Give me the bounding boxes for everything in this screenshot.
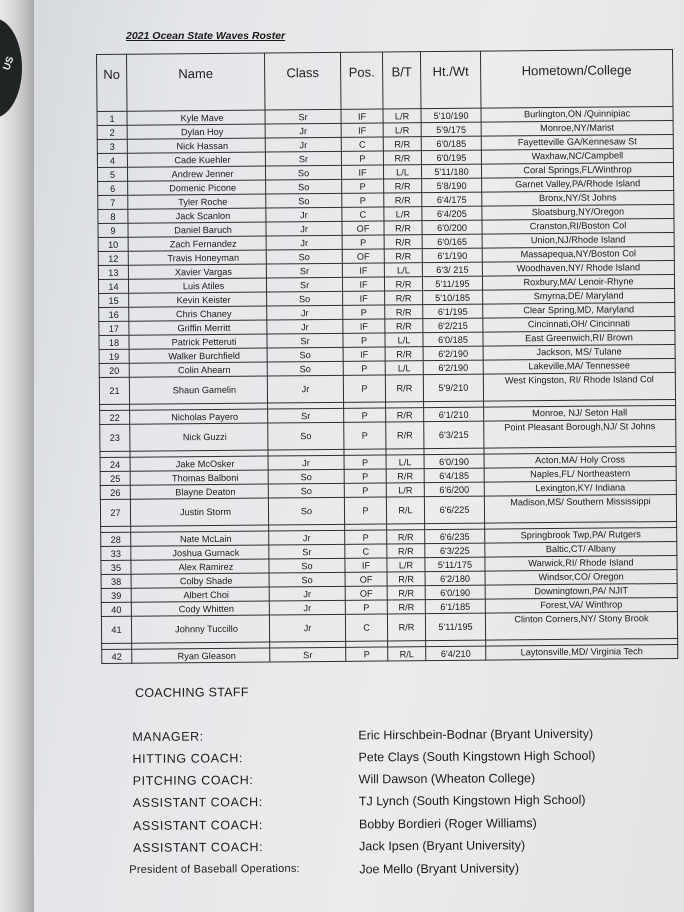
- player-class: So: [266, 193, 342, 208]
- player-htwt: 5'11/195: [422, 276, 482, 291]
- staff-person: Will Dawson (Wheaton College): [358, 771, 536, 787]
- player-pos: P: [342, 179, 384, 193]
- player-bt: R/R: [384, 277, 422, 291]
- player-hometown: Acton,MA/ Holy Cross: [484, 452, 676, 468]
- player-pos: P: [344, 483, 386, 497]
- player-name: Luis Atiles: [128, 278, 266, 293]
- coaching-staff: [128, 682, 684, 877]
- player-no: 9: [98, 223, 128, 237]
- player-pos: IF: [342, 263, 384, 277]
- player-hometown: Massapequa,NY/Boston Col: [482, 246, 674, 262]
- player-bt: R/R: [386, 408, 424, 422]
- player-bt: L/L: [384, 263, 422, 277]
- col-header-name: Name: [127, 53, 265, 111]
- player-pos: IF: [343, 291, 385, 305]
- player-htwt: 6'4/185: [424, 468, 484, 483]
- player-bt: R/R: [386, 469, 424, 483]
- staff-person: Bobby Bordieri (Roger Williams): [358, 816, 537, 832]
- player-pos: C: [341, 137, 383, 151]
- player-class: Jr: [266, 221, 342, 236]
- player-hometown: East Greenwich,RI/ Brown: [483, 330, 675, 346]
- player-pos: P: [344, 408, 386, 422]
- player-name: Nate McLain: [131, 531, 269, 546]
- col-header-bt: B/T: [382, 52, 420, 109]
- player-htwt: 6'6/235: [425, 529, 485, 544]
- player-name: Kevin Keister: [129, 292, 267, 307]
- player-bt: R/R: [387, 572, 425, 586]
- player-htwt: 6'3/ 215: [422, 262, 482, 277]
- player-htwt: 5'11/195: [425, 613, 485, 641]
- player-no: 7: [98, 195, 128, 209]
- player-name: Kyle Mave: [127, 110, 265, 125]
- player-pos: P: [344, 497, 386, 524]
- roster-body: [97, 106, 678, 663]
- player-class: So: [266, 249, 342, 264]
- player-bt: L/L: [386, 455, 424, 469]
- player-no: 1: [97, 111, 127, 125]
- player-name: Chris Chaney: [129, 306, 267, 321]
- player-name: Daniel Baruch: [128, 222, 266, 237]
- player-name: Cade Kuehler: [127, 152, 265, 167]
- player-pos: OF: [342, 249, 384, 263]
- player-class: Jr: [267, 375, 343, 403]
- player-class: Jr: [269, 614, 345, 642]
- player-bt: R/R: [384, 179, 422, 193]
- player-bt: R/R: [385, 375, 423, 402]
- player-class: Jr: [267, 319, 343, 334]
- player-name: Colby Shade: [131, 573, 269, 588]
- player-class: Jr: [266, 207, 342, 222]
- player-class: Sr: [266, 277, 342, 292]
- player-no: 3: [97, 139, 127, 153]
- player-no: 4: [97, 153, 127, 167]
- player-pos: P: [345, 530, 387, 544]
- player-htwt: 6'0/190: [424, 454, 484, 469]
- player-name: Nick Guzzi: [130, 423, 268, 451]
- spine-logo-text: US: [1, 55, 17, 72]
- player-bt: L/L: [385, 333, 423, 347]
- player-class: Jr: [269, 600, 345, 615]
- player-htwt: 6'2/190: [423, 346, 483, 361]
- player-class: Sr: [265, 109, 341, 124]
- player-htwt: 6'0/190: [425, 585, 485, 600]
- player-pos: OF: [345, 586, 387, 600]
- player-bt: R/L: [386, 497, 424, 524]
- player-bt: R/R: [384, 235, 422, 249]
- player-htwt: 6'4/175: [422, 192, 482, 207]
- player-hometown: Coral Springs,FL/Winthrop: [481, 162, 673, 178]
- player-htwt: 6'4/210: [426, 646, 486, 661]
- player-hometown: Laytonsville,MD/ Virginia Tech: [486, 644, 678, 660]
- player-class: So: [268, 469, 344, 484]
- player-name: Albert Choi: [131, 587, 269, 602]
- player-class: Jr: [267, 305, 343, 320]
- player-htwt: 5'10/190: [421, 108, 481, 123]
- player-hometown: Union,NJ/Rhode Island: [482, 232, 674, 248]
- player-pos: IF: [345, 558, 387, 572]
- player-hometown: Point Pleasant Borough,NJ/ St Johns: [484, 419, 676, 448]
- player-class: So: [267, 361, 343, 376]
- player-pos: C: [345, 544, 387, 558]
- player-bt: R/R: [387, 544, 425, 558]
- player-name: Ryan Gleason: [132, 648, 270, 663]
- player-no: 5: [97, 167, 127, 181]
- player-htwt: 6'1/210: [424, 407, 484, 422]
- player-class: So: [268, 483, 344, 498]
- player-bt: L/R: [383, 109, 421, 123]
- player-htwt: 6'1/185: [425, 599, 485, 614]
- player-no: 38: [101, 574, 131, 588]
- player-no: 26: [100, 485, 130, 499]
- player-class: Jr: [265, 137, 341, 152]
- player-name: Jack Scanlon: [128, 208, 266, 223]
- player-pos: C: [342, 207, 384, 221]
- player-no: 18: [99, 335, 129, 349]
- player-name: Colin Ahearn: [129, 362, 267, 377]
- player-bt: R/L: [388, 647, 426, 661]
- player-name: Patrick Petteruti: [129, 334, 267, 349]
- roster-page: [34, 0, 684, 912]
- player-bt: R/R: [383, 151, 421, 165]
- player-pos: P: [341, 151, 383, 165]
- player-pos: P: [343, 333, 385, 347]
- player-bt: R/R: [384, 221, 422, 235]
- player-name: Cody Whitten: [131, 601, 269, 616]
- coaching-staff-title: COACHING STAFF: [134, 685, 249, 700]
- player-htwt: 6'3/225: [425, 543, 485, 558]
- player-no: 22: [100, 410, 130, 424]
- staff-row: [129, 837, 684, 857]
- player-htwt: 6'2/190: [423, 360, 483, 375]
- player-name: Domenic Picone: [128, 180, 266, 195]
- player-hometown: Madison,MS/ Southern Mississippi: [484, 494, 676, 523]
- player-name: Xavier Vargas: [128, 264, 266, 279]
- player-class: Jr: [269, 530, 345, 545]
- col-header-hometown: Hometown/College: [480, 49, 672, 108]
- player-hometown: Forest,VA/ Winthrop: [485, 597, 677, 613]
- player-no: 24: [100, 457, 130, 471]
- player-hometown: Waxhaw,NC/Campbell: [481, 148, 673, 164]
- staff-row: [129, 792, 684, 812]
- player-hometown: Jackson, MS/ Tulane: [483, 344, 675, 360]
- player-bt: L/R: [384, 207, 422, 221]
- staff-person: Pete Clays (South Kingstown High School): [358, 748, 596, 765]
- player-hometown: Lexington,KY/ Indiana: [484, 480, 676, 496]
- player-class: So: [266, 179, 342, 194]
- player-hometown: Monroe, NJ/ Seton Hall: [484, 405, 676, 421]
- roster-table: [96, 49, 678, 664]
- player-no: 14: [98, 279, 128, 293]
- player-htwt: 6'6/200: [424, 482, 484, 497]
- player-no: 2: [97, 125, 127, 139]
- player-name: Alex Ramirez: [131, 559, 269, 574]
- player-htwt: 6'0/165: [422, 234, 482, 249]
- player-bt: L/R: [383, 123, 421, 137]
- player-name: Andrew Jenner: [127, 166, 265, 181]
- player-hometown: Clinton Corners,NY/ Stony Brook: [485, 611, 677, 640]
- staff-role: HITTING COACH:: [132, 751, 244, 766]
- player-bt: R/R: [384, 193, 422, 207]
- player-bt: R/R: [386, 422, 424, 449]
- staff-role: PITCHING COACH:: [132, 773, 254, 788]
- player-name: Nick Hassan: [127, 138, 265, 153]
- player-no: 40: [101, 602, 131, 616]
- player-name: Walker Burchfield: [129, 348, 267, 363]
- player-bt: R/R: [385, 347, 423, 361]
- player-hometown: Cranston,RI/Boston Col: [482, 218, 674, 234]
- player-pos: OF: [342, 221, 384, 235]
- player-pos: P: [345, 600, 387, 614]
- col-header-pos: Pos.: [340, 52, 382, 109]
- player-pos: P: [343, 305, 385, 319]
- player-htwt: 6'6/225: [424, 496, 484, 524]
- player-name: Thomas Balboni: [130, 470, 268, 485]
- player-class: Sr: [270, 647, 346, 662]
- player-name: Dylan Hoy: [127, 124, 265, 139]
- player-bt: R/R: [383, 137, 421, 151]
- player-hometown: Garnet Valley,PA/Rhode Island: [482, 176, 674, 192]
- player-hometown: Warwick,RI/ Rhode Island: [485, 555, 677, 571]
- player-bt: R/R: [387, 614, 425, 641]
- staff-role: President of Baseball Operations:: [129, 862, 300, 876]
- player-hometown: Windsor,CO/ Oregon: [485, 569, 677, 585]
- staff-role: ASSISTANT COACH:: [132, 795, 263, 810]
- player-hometown: Downingtown,PA/ NJIT: [485, 583, 677, 599]
- staff-person: Joe Mello (Bryant University): [359, 861, 520, 877]
- player-no: 12: [98, 251, 128, 265]
- player-bt: R/R: [387, 530, 425, 544]
- player-name: Zach Fernandez: [128, 236, 266, 251]
- player-hometown: Fayetteville GA/Kennesaw St: [481, 134, 673, 150]
- player-no: 27: [100, 499, 130, 526]
- player-htwt: 6'0/185: [421, 136, 481, 151]
- player-htwt: 6'3/215: [424, 421, 484, 449]
- player-class: So: [269, 558, 345, 573]
- player-bt: R/R: [385, 319, 423, 333]
- player-name: Shaun Gamelin: [129, 376, 267, 404]
- spine-logo: [0, 18, 22, 118]
- player-pos: OF: [345, 572, 387, 586]
- player-hometown: Naples,FL/ Northeastern: [484, 466, 676, 482]
- player-bt: R/R: [385, 305, 423, 319]
- staff-person: Eric Hirschbein-Bodnar (Bryant University): [358, 726, 594, 743]
- col-header-class: Class: [264, 52, 340, 110]
- player-pos: P: [346, 647, 388, 661]
- player-class: Sr: [267, 333, 343, 348]
- player-htwt: 6'0/195: [421, 150, 481, 165]
- player-hometown: Smyrna,DE/ Maryland: [483, 288, 675, 304]
- staff-row: [129, 860, 684, 880]
- player-pos: IF: [341, 165, 383, 179]
- player-htwt: 6'4/205: [422, 206, 482, 221]
- player-htwt: 6'0/185: [423, 332, 483, 347]
- page-title: 2021 Ocean State Waves Roster: [126, 30, 286, 42]
- player-pos: IF: [341, 123, 383, 137]
- player-htwt: 6'1/195: [423, 304, 483, 319]
- staff-row: [128, 726, 684, 746]
- player-hometown: Springbrook Twp,PA/ Rutgers: [485, 527, 677, 543]
- player-class: So: [268, 422, 344, 450]
- staff-role: MANAGER:: [132, 729, 204, 744]
- player-htwt: 5'11/175: [425, 557, 485, 572]
- player-no: 23: [100, 424, 130, 451]
- player-pos: P: [344, 469, 386, 483]
- player-htwt: 5'10/185: [423, 290, 483, 305]
- staff-person: TJ Lynch (South Kingstown High School): [358, 792, 586, 809]
- player-name: Nicholas Payero: [130, 409, 268, 424]
- player-bt: L/L: [383, 165, 421, 179]
- player-hometown: Clear Spring,MD, Maryland: [483, 302, 675, 318]
- player-class: So: [269, 572, 345, 587]
- staff-role: ASSISTANT COACH:: [133, 840, 264, 855]
- player-class: So: [268, 497, 344, 525]
- player-pos: P: [342, 235, 384, 249]
- staff-person: Jack Ipsen (Bryant University): [359, 838, 526, 854]
- player-htwt: 6'0/200: [422, 220, 482, 235]
- booklet-spine: [0, 0, 34, 912]
- player-htwt: 5'8/190: [422, 178, 482, 193]
- player-class: Jr: [265, 123, 341, 138]
- player-class: Sr: [266, 263, 342, 278]
- player-class: Jr: [269, 586, 345, 601]
- player-no: 6: [98, 181, 128, 195]
- player-hometown: Sloatsburg,NY/Oregon: [482, 204, 674, 220]
- player-class: Sr: [268, 408, 344, 423]
- player-no: 25: [100, 471, 130, 485]
- player-pos: IF: [341, 109, 383, 123]
- player-name: Tyler Roche: [128, 194, 266, 209]
- player-htwt: 5'11/180: [421, 164, 481, 179]
- player-no: 10: [98, 237, 128, 251]
- player-htwt: 5'9/175: [421, 122, 481, 137]
- player-htwt: 6'2/215: [423, 318, 483, 333]
- player-no: 13: [98, 265, 128, 279]
- player-no: 33: [101, 546, 131, 560]
- player-bt: R/R: [384, 249, 422, 263]
- player-name: Justin Storm: [130, 498, 268, 526]
- player-no: 42: [102, 649, 132, 663]
- player-hometown: West Kingston, RI/ Rhode Island Col: [483, 372, 675, 401]
- staff-row: [129, 770, 684, 790]
- player-htwt: 6'2/180: [425, 571, 485, 586]
- col-header-htwt: Ht./Wt: [420, 51, 480, 109]
- player-name: Blayne Deaton: [130, 484, 268, 499]
- staff-role: ASSISTANT COACH:: [132, 818, 264, 833]
- player-bt: L/L: [385, 361, 423, 375]
- player-no: 15: [99, 293, 129, 307]
- player-bt: R/R: [387, 586, 425, 600]
- player-hometown: Roxbury,MA/ Lenoir-Rhyne: [482, 274, 674, 290]
- player-pos: IF: [342, 277, 384, 291]
- player-pos: P: [343, 361, 385, 375]
- col-header-no: No: [97, 54, 127, 111]
- player-no: 35: [101, 560, 131, 574]
- staff-row: [128, 748, 684, 768]
- player-hometown: Burlington,ON /Quinnipiac: [481, 106, 673, 122]
- player-no: 41: [101, 616, 131, 643]
- player-name: Johnny Tuccillo: [131, 615, 269, 643]
- player-no: 28: [101, 532, 131, 546]
- player-pos: C: [345, 614, 387, 641]
- player-class: Sr: [269, 544, 345, 559]
- staff-row: [129, 815, 684, 835]
- player-htwt: 5'9/210: [423, 374, 483, 402]
- player-hometown: Bronx,NY/St Johns: [482, 190, 674, 206]
- roster-header-row: [97, 49, 673, 111]
- player-no: 19: [99, 349, 129, 363]
- player-no: 21: [99, 377, 129, 404]
- player-pos: IF: [343, 319, 385, 333]
- player-no: 16: [99, 307, 129, 321]
- player-pos: P: [344, 422, 386, 449]
- player-class: Jr: [266, 235, 342, 250]
- roster-table-wrap: [96, 49, 677, 664]
- player-name: Jake McOsker: [130, 456, 268, 471]
- player-no: 39: [101, 588, 131, 602]
- player-class: So: [267, 291, 343, 306]
- player-no: 8: [98, 209, 128, 223]
- player-class: So: [265, 165, 341, 180]
- player-class: So: [267, 347, 343, 362]
- player-bt: R/R: [387, 600, 425, 614]
- player-bt: R/R: [385, 291, 423, 305]
- player-no: 20: [99, 363, 129, 377]
- player-pos: P: [342, 193, 384, 207]
- player-bt: L/R: [387, 558, 425, 572]
- player-hometown: Woodhaven,NY/ Rhode Island: [482, 260, 674, 276]
- player-pos: IF: [343, 347, 385, 361]
- player-name: Travis Honeyman: [128, 250, 266, 265]
- player-pos: P: [344, 455, 386, 469]
- player-hometown: Monroe,NY/Marist: [481, 120, 673, 136]
- player-hometown: Lakeville,MA/ Tennessee: [483, 358, 675, 374]
- player-bt: L/R: [386, 483, 424, 497]
- player-class: Jr: [268, 455, 344, 470]
- player-no: 17: [99, 321, 129, 335]
- player-name: Griffin Merritt: [129, 320, 267, 335]
- player-name: Joshua Gurnack: [131, 545, 269, 560]
- player-hometown: Baltic,CT/ Albany: [485, 541, 677, 557]
- player-htwt: 6'1/190: [422, 248, 482, 263]
- player-pos: P: [343, 375, 385, 402]
- player-hometown: Cincinnati,OH/ Cincinnati: [483, 316, 675, 332]
- player-class: Sr: [265, 151, 341, 166]
